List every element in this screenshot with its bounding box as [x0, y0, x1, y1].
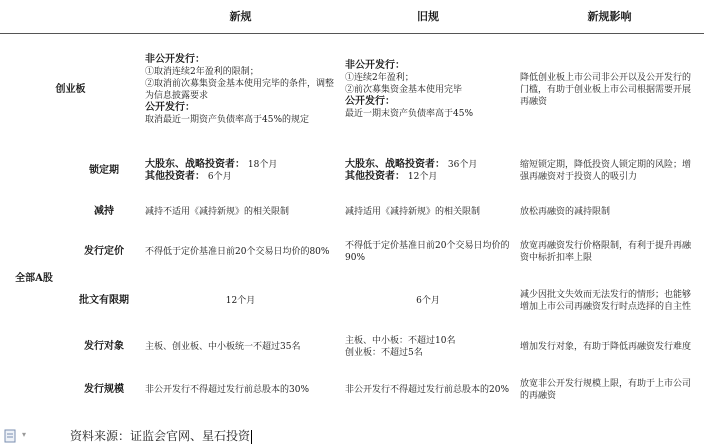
lock-impact-cell: 缩短锁定期，降低投资人锁定期的风险；增强再融资对于投资人的吸引力: [516, 146, 704, 196]
row-label-all-a-shares: 全部A股: [1, 146, 68, 412]
reduce-impact-cell: 放松再融资的减持限制: [516, 196, 704, 229]
source-footer: [0, 426, 717, 448]
header-impact: 新规影响: [516, 1, 704, 34]
lock-new-cell: [141, 146, 341, 196]
header-old-rules: 旧规: [341, 1, 516, 34]
scale-impact-cell: 放宽非公开发行规模上限，有助于上市公司的再融资: [516, 368, 704, 412]
row-label-chuangyeban: 创业板: [1, 34, 141, 146]
text: ②取消前次募集资金基本使用完毕的条件，调整为信息披露要求: [145, 78, 335, 101]
chuangyeban-impact-cell: 降低创业板上市公司非公开以及公开发行的门槛，有助于创业板上市公司根据需要开展再融资: [516, 34, 704, 146]
target-new-cell: 主板、创业板、中小板统一不超过35名: [141, 326, 341, 368]
header-blank: [1, 1, 141, 34]
table-row: [1, 196, 704, 229]
text: 非公开发行：: [345, 59, 405, 71]
text: 12个月: [407, 171, 438, 182]
table-row: [1, 146, 704, 196]
text: 取消最近一期资产负债率高于45%的规定: [145, 114, 310, 125]
reduce-new-cell: 减持不适用《减持新规》的相关限制: [141, 196, 341, 229]
table-row: [1, 326, 704, 368]
table-header-row: [1, 1, 704, 34]
text: 18个月: [247, 159, 278, 170]
text: 其他投资者：: [145, 170, 205, 182]
reduce-old-cell: 减持适用《减持新规》的相关限制: [341, 196, 516, 229]
chuangyeban-new-cell: [141, 34, 341, 146]
pricing-impact-cell: 放宽再融资发行价格限制，有利于提升再融资中标折扣率上限: [516, 229, 704, 276]
text: ①取消连续2年盈利的限制；: [145, 66, 259, 77]
text-cursor: [251, 430, 252, 444]
pricing-new-cell: 不得低于定价基准日前20个交易日均价的80%: [141, 229, 341, 276]
text: 主板、中小板：不超过10名: [345, 335, 456, 346]
scale-new-cell: 非公开发行不得超过发行前总股本的30%: [141, 368, 341, 412]
row-label-reduce: 减持: [68, 196, 141, 229]
validity-impact-cell: 减少因批文失效而无法发行的情形；也能够增加上市公司再融资发行时点选择的自主性: [516, 276, 704, 326]
row-label-lock: 锁定期: [68, 146, 141, 196]
text: 公开发行：: [345, 95, 395, 107]
lock-old-cell: [341, 146, 516, 196]
text: 大股东、战略投资者：: [145, 158, 245, 170]
table-row: [1, 229, 704, 276]
row-label-target: 发行对象: [68, 326, 141, 368]
target-old-cell: [341, 326, 516, 368]
validity-new-cell: 12个月: [141, 276, 341, 326]
header-new-rules: 新规: [141, 1, 341, 34]
chevron-down-icon[interactable]: ▾: [22, 430, 27, 439]
text: 非公开发行：: [145, 53, 205, 65]
text: 其他投资者：: [345, 170, 405, 182]
table-row: [1, 276, 704, 326]
validity-old-cell: 6个月: [341, 276, 516, 326]
text: ①连续2年盈利；: [345, 72, 414, 83]
text: 公开发行：: [145, 101, 195, 113]
text: 最近一期末资产负债率高于45%: [345, 108, 474, 119]
row-label-validity: 批文有限期: [68, 276, 141, 326]
text: 资料来源：证监会官网、星石投资: [70, 429, 251, 443]
source-text[interactable]: [70, 428, 252, 444]
row-label-scale: 发行规模: [68, 368, 141, 412]
chuangyeban-old-cell: [341, 34, 516, 146]
pricing-old-cell: 不得低于定价基准日前20个交易日均价的90%: [341, 229, 516, 276]
text: 36个月: [447, 159, 478, 170]
table-row: [1, 34, 704, 146]
scale-old-cell: 非公开发行不得超过发行前总股本的20%: [341, 368, 516, 412]
text: 6个月: [207, 171, 232, 182]
row-label-pricing: 发行定价: [68, 229, 141, 276]
document-icon[interactable]: [4, 429, 16, 443]
text: 创业板：不超过5名: [345, 347, 423, 358]
table-row: [1, 368, 704, 412]
text: 大股东、战略投资者：: [345, 158, 445, 170]
text: ②前次募集资金基本使用完毕: [345, 84, 463, 95]
target-impact-cell: 增加发行对象，有助于降低再融资发行难度: [516, 326, 704, 368]
